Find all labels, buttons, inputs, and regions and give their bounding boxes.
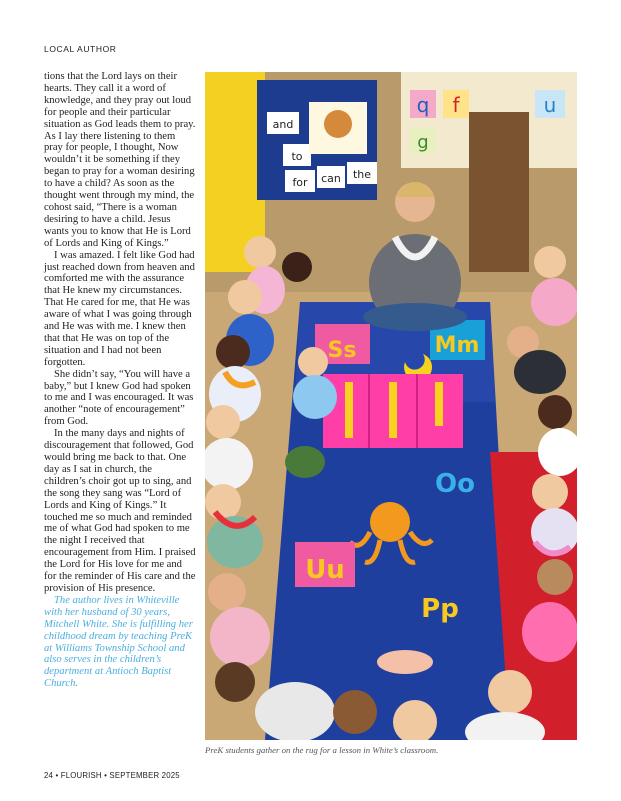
- alphabet-letter: f: [452, 93, 460, 117]
- child: [206, 405, 240, 439]
- alphabet-letter: q: [416, 93, 430, 117]
- child-shirt: [255, 682, 335, 740]
- child: [333, 690, 377, 734]
- child: [537, 559, 573, 595]
- article-paragraph: She didn’t say, “You will have a baby,” but I knew God had spoken to me and I was encouraged. It was another “note of encouragement” from God.: [44, 368, 194, 428]
- child: [538, 395, 572, 429]
- child-shirt: [210, 607, 270, 667]
- child: [208, 573, 246, 611]
- article-paragraph: tions that the Lord lays on their hearts. They call it a word of knowledge, and they pray out loud for people and their particular situation as God leads them to pray. As I lay there listening to them pray for people, I thought, Now wouldn’t it be something if they began to pray for a woman desiring to have a child? As soon as the thought went through my mind, the cohost said, “There is a woman desiring to have a child. Jesus wants you to know that He is Lord of Lords and King of Kings.”: [44, 71, 196, 249]
- octopus-shape: [370, 502, 410, 542]
- classroom-photo: [205, 72, 577, 740]
- child: [228, 280, 262, 314]
- rug-letter: Uu: [305, 555, 345, 585]
- word-card-text: to: [291, 150, 303, 163]
- rocking-chair: [469, 112, 529, 272]
- child: [205, 484, 241, 520]
- word-card-text: for: [292, 176, 308, 189]
- page-footer: 24 • FLOURISH • SEPTEMBER 2025: [44, 771, 180, 780]
- alphabet-letter: g: [417, 132, 429, 153]
- rug-letter: Mm: [434, 333, 480, 358]
- child: [282, 252, 312, 282]
- photo-caption: PreK students gather on the rug for a lesson in White’s classroom.: [205, 745, 439, 755]
- child-shirt: [522, 602, 577, 662]
- word-card-text: can: [321, 172, 341, 185]
- child: [298, 347, 328, 377]
- child: [534, 246, 566, 278]
- alphabet-letter: u: [543, 93, 557, 117]
- child: [532, 474, 568, 510]
- article-column: [44, 71, 196, 690]
- child: [488, 670, 532, 714]
- flower-row: [435, 382, 443, 426]
- author-bio: The author lives in Whiteville with her husband of 30 years, Mitchell White. She is fulfilling her childhood dream by teaching PreK at Williams Township School and also serves in the children’s department at Antioch Baptist Church.: [44, 594, 193, 690]
- article-paragraph: In the many days and nights of discouragement that followed, God would bring me back to that. One day as I sat in church, the children’s choir got up to sing, and the song they sang was “Lord of Lords and King of Kings.” It touched me so much and reminded me of what God had spoken to me the night I received that encouragement from Him. I praised the Lord for His love for me and for the reminder of His care and the provision of His presence.: [44, 428, 196, 594]
- turtle-shape: [285, 446, 325, 478]
- child: [215, 662, 255, 702]
- word-card-text: the: [352, 168, 372, 181]
- bear-picture: [324, 110, 352, 138]
- child-shirt: [514, 350, 566, 394]
- flower-row: [389, 382, 397, 438]
- classroom-illustration: [205, 72, 577, 740]
- teacher-legs: [363, 303, 467, 331]
- rug-letter: Ss: [327, 338, 357, 363]
- flower-row: [345, 382, 353, 438]
- child-shirt: [531, 278, 577, 326]
- rug-letter: Pp: [421, 594, 459, 624]
- child-shirt: [293, 375, 337, 419]
- child: [216, 335, 250, 369]
- section-label: LOCAL AUTHOR: [44, 44, 117, 54]
- article-paragraph: I was amazed. I felt like God had just reached down from heaven and comforted me with the assurance that He knew my circumstances. That He cared for me, that He was aware of what I was going through and He was with me. I knew then that that He was on top of the situation and I had not been forgotten.: [44, 249, 195, 368]
- rug-letter: Oo: [435, 469, 475, 499]
- child: [244, 236, 276, 268]
- child-arms: [377, 650, 433, 674]
- word-card-text: and: [272, 118, 294, 131]
